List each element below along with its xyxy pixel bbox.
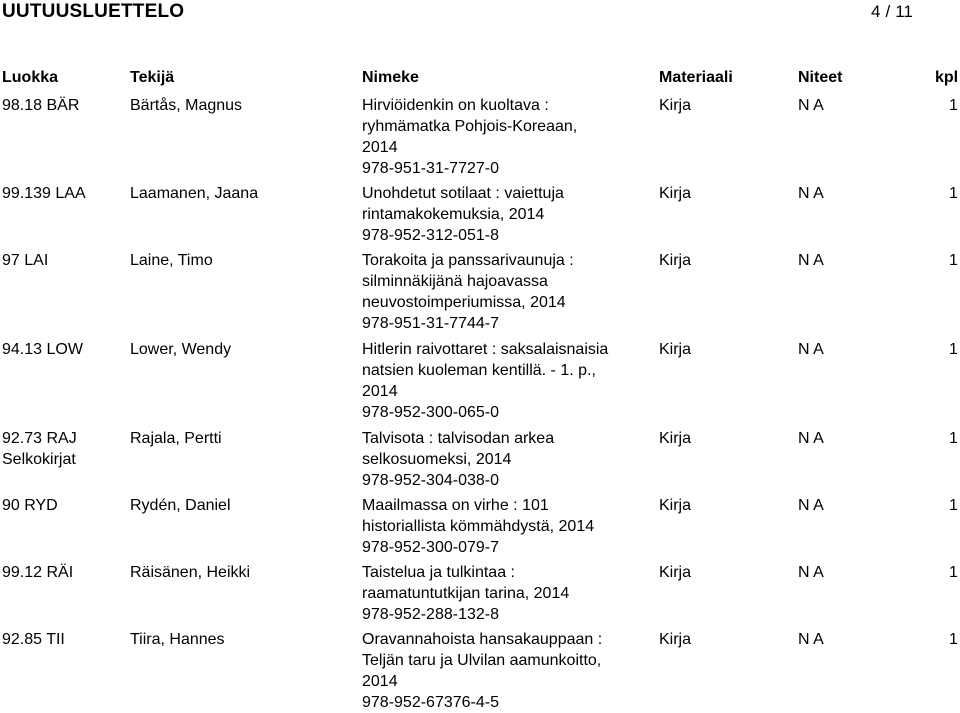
nimeke-line: natsien kuoleman kentillä. - 1. p.,: [362, 362, 596, 379]
nimeke-line: Hitlerin raivottaret : saksalaisnaisia: [362, 341, 609, 358]
nimeke-line: raamatuntutkijan tarina, 2014: [362, 585, 570, 602]
nimeke-line: Hirviöidenkin on kuoltava :: [362, 97, 549, 114]
row-niteet: N A: [798, 564, 824, 581]
nimeke-line: rintamakokemuksia, 2014: [362, 206, 545, 223]
row-tekija: Lower, Wendy: [130, 341, 232, 358]
column-header-niteet: Niteet: [798, 69, 843, 86]
row-luokka: [2, 629, 65, 650]
row-tekija: Bärtås, Magnus: [130, 97, 243, 114]
row-nimeke: [362, 629, 632, 713]
nimeke-line: 978-952-300-079-7: [362, 539, 499, 556]
page-separator: /: [885, 2, 891, 21]
row-niteet: N A: [798, 341, 824, 358]
column-header-materiaali: Materiaali: [659, 69, 733, 86]
nimeke-line: 2014: [362, 383, 398, 400]
nimeke-line: 2014: [362, 139, 398, 156]
luokka-line: 97 LAI: [2, 252, 49, 269]
row-niteet: N A: [798, 430, 824, 447]
nimeke-line: Maailmassa on virhe : 101: [362, 497, 549, 514]
row-luokka: [2, 183, 86, 204]
row-tekija: Rajala, Pertti: [130, 430, 222, 447]
row-niteet: N A: [798, 252, 824, 269]
row-tekija: Rydén, Daniel: [130, 497, 231, 514]
nimeke-line: 978-952-300-065-0: [362, 404, 499, 421]
row-nimeke: [362, 250, 632, 334]
row-nimeke: [362, 339, 632, 423]
row-kpl: 1: [949, 185, 958, 202]
row-luokka: [2, 250, 48, 271]
luokka-line: 99.139 LAA: [2, 185, 86, 202]
row-nimeke: [362, 183, 632, 246]
row-luokka: [2, 339, 83, 360]
row-luokka: [2, 562, 73, 583]
nimeke-line: historiallista kömmähdystä, 2014: [362, 518, 595, 535]
row-luokka: [2, 95, 79, 116]
nimeke-line: neuvostoimperiumissa, 2014: [362, 294, 566, 311]
nimeke-line: ryhmämatka Pohjois-Koreaan,: [362, 118, 578, 135]
row-nimeke: [362, 495, 632, 558]
row-luokka: [2, 495, 58, 516]
nimeke-line: 978-952-67376-4-5: [362, 694, 499, 711]
nimeke-line: silminnäkijänä hajoavassa: [362, 273, 548, 290]
row-luokka: [2, 428, 77, 470]
column-header-kpl: kpl: [935, 69, 959, 86]
nimeke-line: Oravannahoista hansakauppaan :: [362, 631, 603, 648]
row-materiaali: Kirja: [659, 341, 692, 358]
row-kpl: 1: [949, 341, 958, 358]
row-kpl: 1: [949, 430, 958, 447]
luokka-line: 98.18 BÄR: [2, 97, 80, 114]
nimeke-line: Talvisota : talvisodan arkea: [362, 430, 555, 447]
row-niteet: N A: [798, 631, 824, 648]
column-header-luokka: Luokka: [2, 69, 59, 86]
nimeke-line: 978-951-31-7727-0: [362, 160, 499, 177]
page-total: 11: [895, 2, 913, 21]
row-nimeke: [362, 562, 632, 625]
nimeke-line: Unohdetut sotilaat : vaiettuja: [362, 185, 564, 202]
row-nimeke: [362, 428, 632, 491]
row-kpl: 1: [949, 497, 958, 514]
row-niteet: N A: [798, 497, 824, 514]
luokka-line: 99.12 RÄI: [2, 564, 74, 581]
row-materiaali: Kirja: [659, 564, 692, 581]
row-tekija: Tiira, Hannes: [130, 631, 225, 648]
row-kpl: 1: [949, 631, 958, 648]
nimeke-line: selkosuomeksi, 2014: [362, 451, 512, 468]
column-header-nimeke: Nimeke: [362, 69, 419, 86]
row-materiaali: Kirja: [659, 185, 692, 202]
row-kpl: 1: [949, 252, 958, 269]
nimeke-line: 978-951-31-7744-7: [362, 315, 499, 332]
luokka-line: 94.13 LOW: [2, 341, 83, 358]
row-materiaali: Kirja: [659, 430, 692, 447]
luokka-line: Selkokirjat: [2, 451, 76, 468]
nimeke-line: 978-952-304-038-0: [362, 472, 499, 489]
column-header-tekija: Tekijä: [130, 69, 175, 86]
page-current: 4: [871, 2, 881, 21]
row-kpl: 1: [949, 564, 958, 581]
luokka-line: 92.85 TII: [2, 631, 65, 648]
row-kpl: 1: [949, 97, 958, 114]
row-tekija: Räisänen, Heikki: [130, 564, 251, 581]
row-niteet: N A: [798, 185, 824, 202]
row-tekija: Laine, Timo: [130, 252, 213, 269]
nimeke-line: Taistelua ja tulkintaa :: [362, 564, 515, 581]
nimeke-line: 978-952-288-132-8: [362, 606, 499, 623]
nimeke-line: 978-952-312-051-8: [362, 227, 499, 244]
row-materiaali: Kirja: [659, 252, 692, 269]
row-nimeke: [362, 95, 632, 179]
page-number: [871, 2, 913, 22]
row-materiaali: Kirja: [659, 97, 692, 114]
page-title: UUTUUSLUETTELO: [2, 1, 185, 22]
nimeke-line: Teljän taru ja Ulvilan aamunkoitto,: [362, 652, 602, 669]
luokka-line: 92.73 RAJ: [2, 430, 77, 447]
row-niteet: N A: [798, 97, 824, 114]
row-materiaali: Kirja: [659, 497, 692, 514]
row-tekija: Laamanen, Jaana: [130, 185, 259, 202]
row-materiaali: Kirja: [659, 631, 692, 648]
luokka-line: 90 RYD: [2, 497, 58, 514]
nimeke-line: Torakoita ja panssarivaunuja :: [362, 252, 574, 269]
nimeke-line: 2014: [362, 673, 398, 690]
